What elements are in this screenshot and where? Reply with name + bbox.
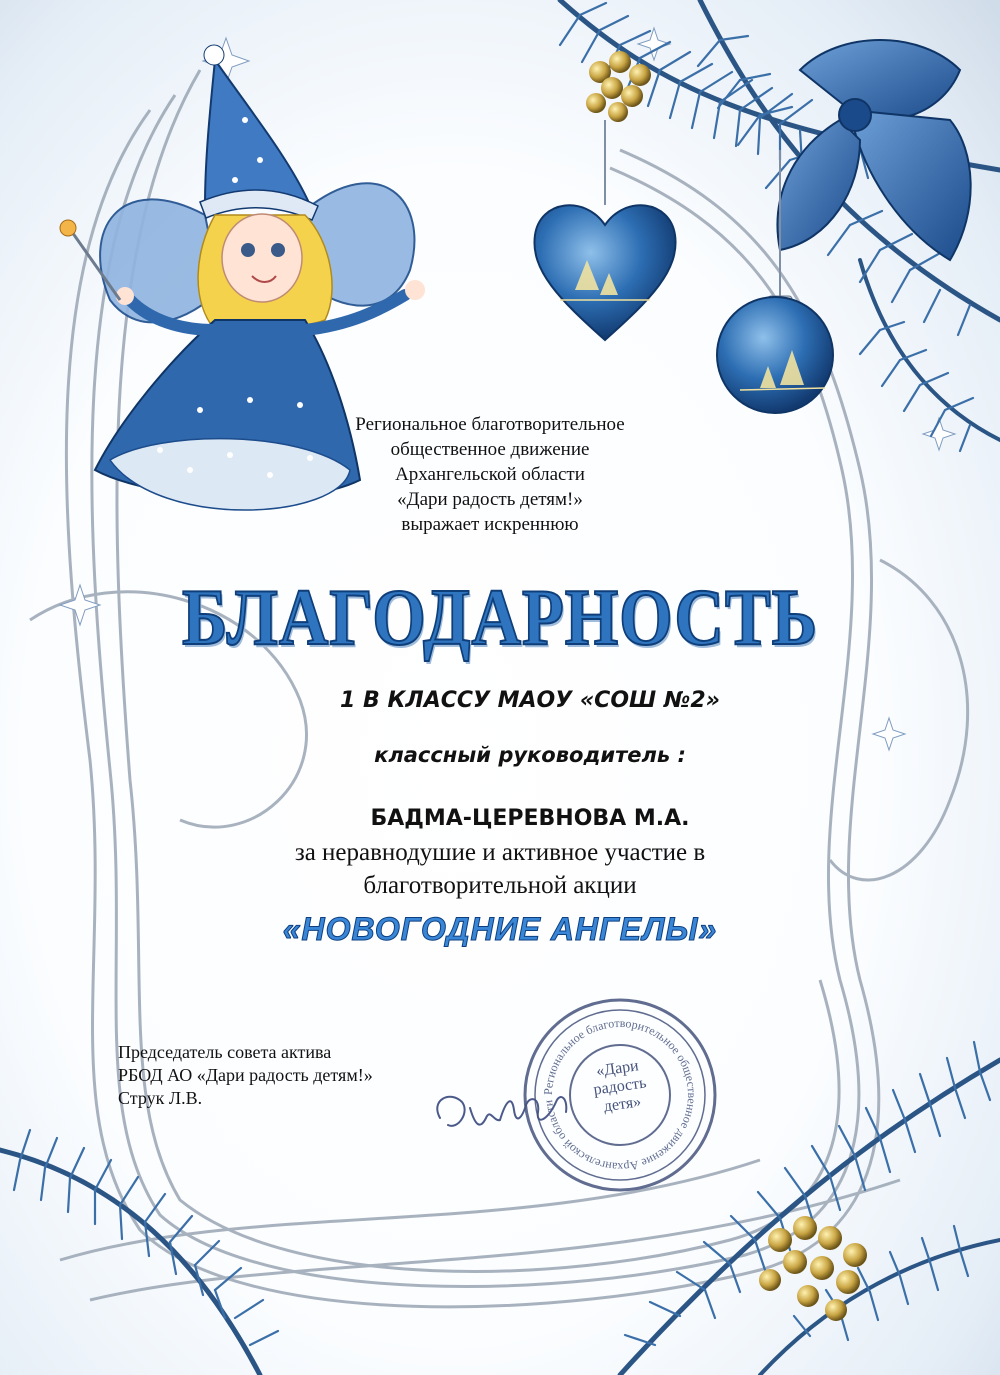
stamp-center-text: «Дари радость детя» [592, 1057, 648, 1116]
stamp-ring-text: Региональное благотворительное общественное движение Архангельской области [540, 1015, 700, 1175]
org-line: выражает искреннюю [401, 514, 579, 535]
golden-bells-bottom-icon [759, 1216, 867, 1321]
reason-line: благотворительной акции [363, 872, 637, 899]
organization-intro [250, 412, 730, 537]
signatory-organization: РБОД АО «Дари радость детям!» [118, 1065, 373, 1085]
signatory-name: Струк Л.В. [118, 1088, 203, 1108]
signatory-position: Председатель совета актива [118, 1042, 332, 1062]
recipient-name: БАДМА-ЦЕРЕВНОВА М.А. [370, 806, 690, 831]
heart-ornament-icon [534, 120, 675, 340]
recipient-role: классный руководитель : [374, 743, 686, 767]
reason-line: за неравнодушие и активное участие в [294, 839, 706, 866]
award-reason [180, 836, 820, 902]
org-line: «Дари радость детям!» [397, 489, 583, 510]
signature-block [118, 1041, 478, 1110]
recipient-class: 1 В КЛАССУ МАОУ «СОШ №2» [340, 688, 720, 713]
org-line: общественное движение [390, 439, 590, 460]
event-name: «НОВОГОДНИЕ АНГЕЛЫ» [282, 911, 718, 947]
bow-icon [778, 40, 971, 260]
certificate-title: БЛАГОДАРНОСТЬ [181, 574, 819, 662]
org-line: Региональное благотворительное [355, 414, 625, 435]
org-line: Архангельской области [395, 464, 585, 485]
